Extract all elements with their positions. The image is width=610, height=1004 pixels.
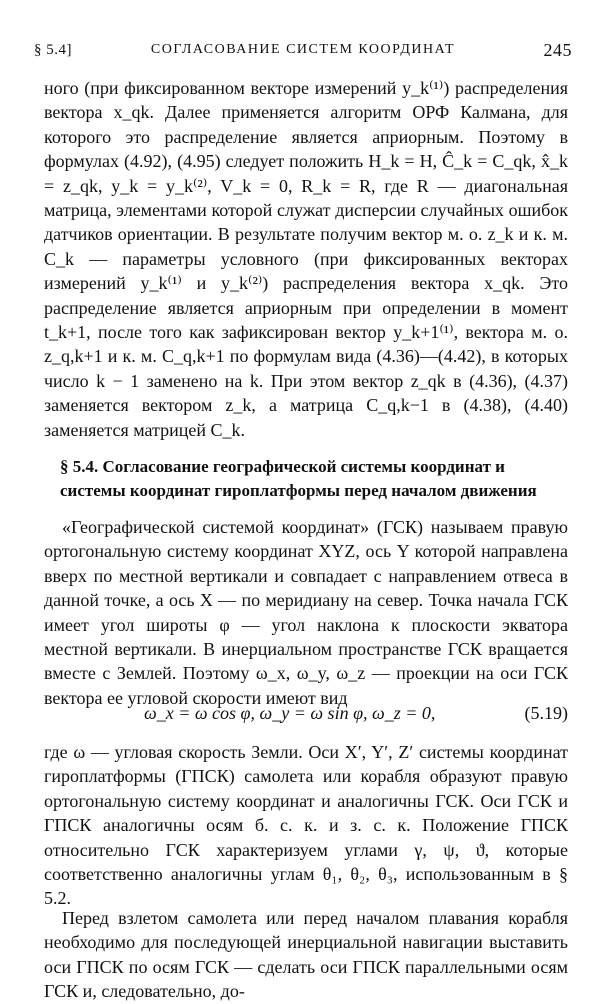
equation-formula: ω_x = ω cos φ, ω_y = ω sin φ, ω_z = 0, — [144, 703, 436, 723]
equation-number: (5.19) — [524, 703, 568, 723]
paragraph-geographic-coordinates: «Географической системой координат» (ГСК) называем правую ортогональную систему координат XYZ, ось Y которой направлена вверх по местной вертикали и совпадает с направлением отвеса в данной точке, а ось X — по меридиану на север. Точка начала ГСК имеет угол широты φ — угол наклона к плоскости экватора местной вертикали. В инерциальном пространстве ГСК вращается вместе с Землей. Поэтому ω_x, ω_y, ω_z — проекции на оси ГСК вектора ее угловой скорости имеют вид — [44, 517, 568, 708]
paragraph-gyroplatform-axes: где ω — угловая скорость Земли. Оси X′, Y′, Z′ системы координат гироплатформы (ГПСК) самолета или корабля образуют правую ортогональную систему координат и аналогичны ГСК. Оси ГСК и ГПСК аналогичны осям б. с. к. и з. с. к. Положение ГПСК относительно ГСК характеризуем углами γ, ψ, ϑ, которые соответственно аналогичны углам θ₁, θ₂, θ₃, использованным в § 5.2. — [44, 742, 568, 909]
paragraph-alignment: Перед взлетом самолета или перед началом плавания корабля необходимо для последующей инерциальной навигации выставить оси ГПСК по осям ГСК — сделать оси ГПСК параллельными осям ГСК и, следовательно, до- — [44, 908, 568, 1002]
page-number: 245 — [543, 40, 572, 60]
running-title: СОГЛАСОВАНИЕ СИСТЕМ КООРДИНАТ — [150, 42, 456, 57]
paragraph-kalman-filter: ного (при фиксированном векторе измерений y_k⁽¹⁾) распределения вектора x_qk. Далее применяется алгоритм ОРФ Калмана, для которого это распределение является априорным. Поэтому в формулах (4.92), (4.95) следует положить H_k = H, Ĉ_k = C_qk, x̂_k = z_qk, y_k = y_k⁽²⁾, V_k = 0, R_k = R, где R — диагональная матрица, элементами которой служат дисперсии случайных ошибок датчиков ориентации. В результате получим вектор м. о. z_k и к. м. C_k — параметры условного (при фиксированных векторах измерений y_k⁽¹⁾ и y_k⁽²⁾) распределения вектора x_qk. Это распределение является априорным при определении в момент t_k+1, после того как зафиксирован вектор y_k+1⁽¹⁾, вектора м. о. z_q,k+1 и к. м. C_q,k+1 по формулам вида (4.36)—(4.42), в которых число k − 1 заменено на k. При этом вектор z_qk в (4.36), (4.37) заменяется вектором z_k, а матрица C_q,k−1 в (4.38), (4.40) заменяется матрицей C_k. — [44, 78, 568, 440]
section-heading: § 5.4. Согласование географической системы координат и системы координат гироплатформы перед началом движения — [60, 457, 537, 500]
equation-5-19 — [44, 703, 568, 731]
section-reference: § 5.4] — [34, 42, 72, 58]
running-header — [34, 38, 572, 64]
